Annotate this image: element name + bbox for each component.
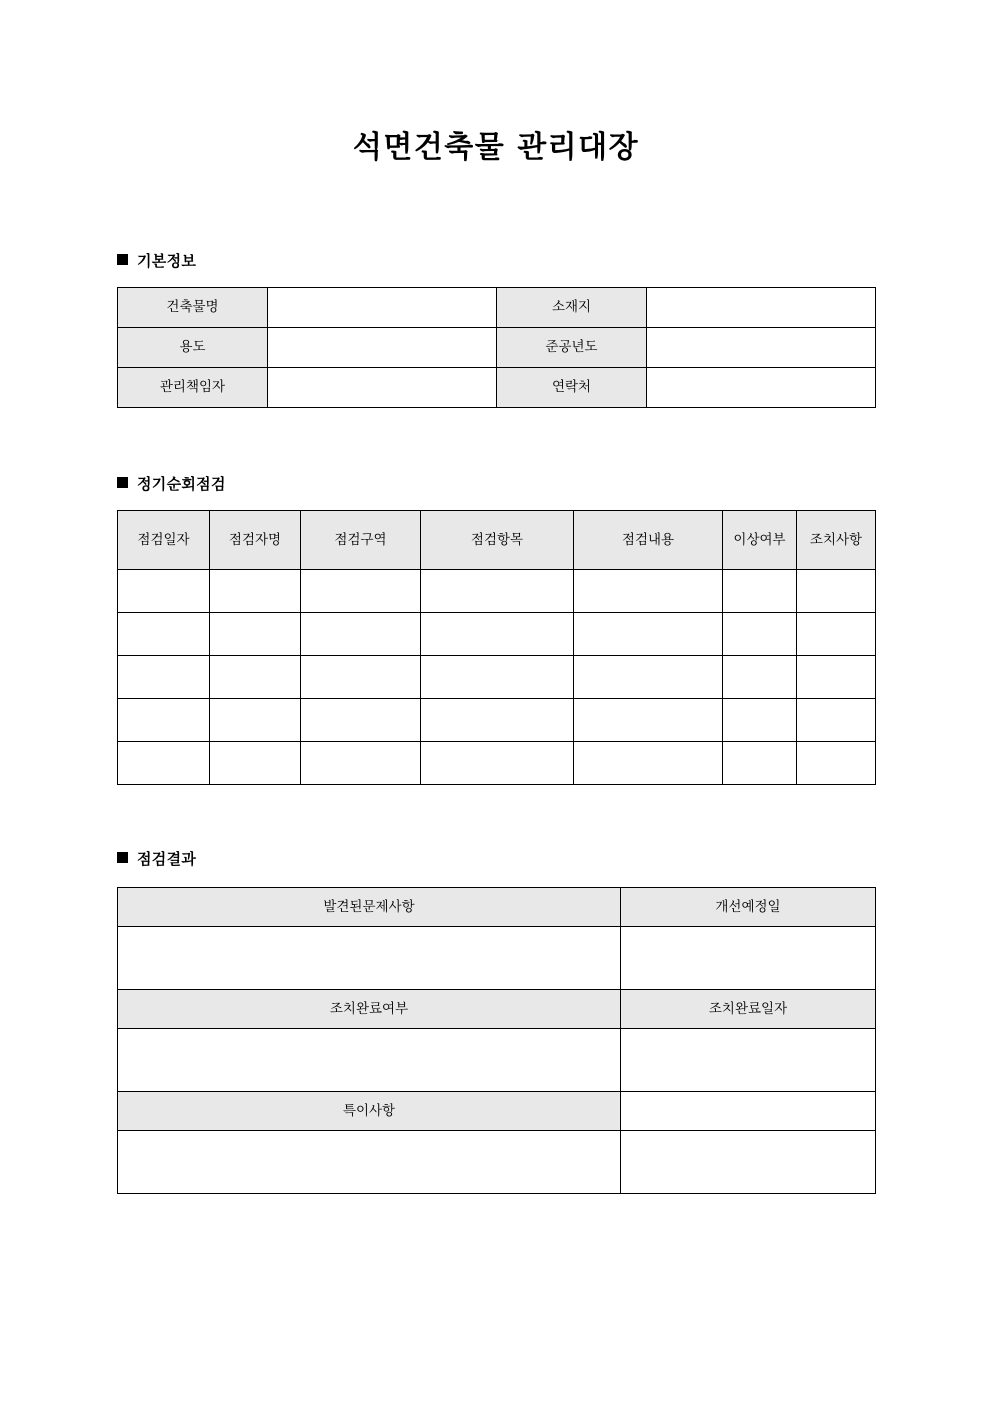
label-special-notes: 특이사항 [118,1092,621,1131]
table-row [118,656,876,699]
table-header-row [118,990,876,1029]
column-header-inspection-item: 점검항목 [421,511,574,570]
field-action-completion-date[interactable] [621,1029,876,1092]
field-building-name[interactable] [268,288,497,328]
routine-inspection-table [117,510,876,785]
label-action-completion-date: 조치완료일자 [621,990,876,1029]
field-completion-year[interactable] [647,328,876,368]
label-usage: 용도 [118,328,268,368]
column-header-inspector-name: 점검자명 [210,511,301,570]
cell-abnormality[interactable] [723,613,797,656]
table-header-row [118,511,876,570]
cell-inspector-name[interactable] [210,570,301,613]
table-row [118,328,876,368]
section-heading-label: 점검결과 [137,850,197,868]
field-location[interactable] [647,288,876,328]
cell-action-taken[interactable] [797,570,876,613]
table-row [118,1131,876,1194]
column-header-inspection-date: 점검일자 [118,511,210,570]
label-improvement-due-date: 개선예정일 [621,888,876,927]
cell-inspector-name[interactable] [210,613,301,656]
cell-inspection-content[interactable] [574,742,723,785]
table-row [118,613,876,656]
cell-action-taken[interactable] [797,699,876,742]
cell-action-taken[interactable] [797,656,876,699]
cell-inspection-content[interactable] [574,656,723,699]
table-row [118,927,876,990]
table-header-row [118,888,876,927]
table-row [118,570,876,613]
cell-inspection-item[interactable] [421,570,574,613]
section-bullet-icon [117,477,128,488]
cell-inspector-name[interactable] [210,656,301,699]
label-found-problems: 발견된문제사항 [118,888,621,927]
cell-inspection-area[interactable] [301,742,421,785]
column-header-inspection-area: 점검구역 [301,511,421,570]
field-special-notes-right[interactable] [621,1131,876,1194]
cell-inspection-date[interactable] [118,613,210,656]
label-contact: 연락처 [497,368,647,408]
field-found-problems[interactable] [118,927,621,990]
label-manager: 관리책임자 [118,368,268,408]
cell-inspector-name[interactable] [210,699,301,742]
table-row [118,288,876,328]
page-title: 석면건축물 관리대장 [352,130,640,165]
cell-inspection-date[interactable] [118,570,210,613]
table-row [118,699,876,742]
cell-inspection-date[interactable] [118,699,210,742]
column-header-action-taken: 조치사항 [797,511,876,570]
cell-inspection-area[interactable] [301,656,421,699]
field-special-notes[interactable] [118,1131,621,1194]
basic-info-table [117,287,876,408]
cell-action-taken[interactable] [797,742,876,785]
field-improvement-due-date[interactable] [621,927,876,990]
label-building-name: 건축물명 [118,288,268,328]
cell-inspection-content[interactable] [574,699,723,742]
cell-abnormality[interactable] [723,699,797,742]
field-action-completed[interactable] [118,1029,621,1092]
cell-abnormality[interactable] [723,742,797,785]
table-row [118,368,876,408]
cell-action-taken[interactable] [797,613,876,656]
cell-inspection-area[interactable] [301,699,421,742]
section-bullet-icon [117,852,128,863]
cell-inspection-item[interactable] [421,613,574,656]
column-header-abnormality: 이상여부 [723,511,797,570]
field-usage[interactable] [268,328,497,368]
cell-abnormality[interactable] [723,570,797,613]
inspection-result-table [117,887,876,1194]
cell-inspection-date[interactable] [118,742,210,785]
table-row [118,742,876,785]
section-heading-basic-info [117,254,196,269]
section-bullet-icon [117,254,128,265]
cell-inspection-content[interactable] [574,570,723,613]
cell-inspection-item[interactable] [421,742,574,785]
field-manager[interactable] [268,368,497,408]
section-heading-label: 기본정보 [137,252,197,270]
section-heading-label: 정기순회점검 [137,475,226,493]
cell-inspection-area[interactable] [301,613,421,656]
section-heading-routine-inspection [117,477,226,492]
label-location: 소재지 [497,288,647,328]
cell-abnormality[interactable] [723,656,797,699]
field-special-notes-right-top[interactable] [621,1092,876,1131]
field-contact[interactable] [647,368,876,408]
column-header-inspection-content: 점검내용 [574,511,723,570]
cell-inspection-item[interactable] [421,656,574,699]
cell-inspector-name[interactable] [210,742,301,785]
cell-inspection-date[interactable] [118,656,210,699]
label-action-completed: 조치완료여부 [118,990,621,1029]
table-row [118,1029,876,1092]
section-heading-inspection-result [117,852,196,867]
cell-inspection-item[interactable] [421,699,574,742]
table-header-row [118,1092,876,1131]
cell-inspection-content[interactable] [574,613,723,656]
cell-inspection-area[interactable] [301,570,421,613]
label-completion-year: 준공년도 [497,328,647,368]
